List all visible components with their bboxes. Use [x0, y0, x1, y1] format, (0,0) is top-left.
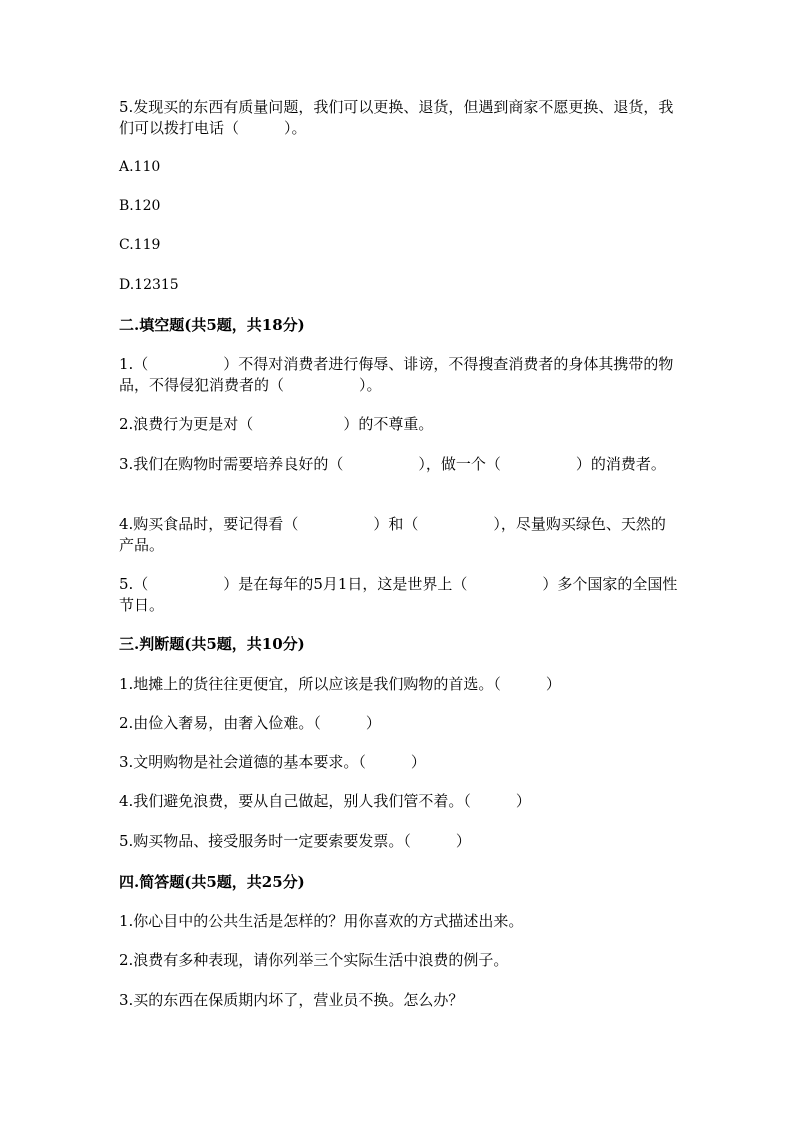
true-false-item-5: 5.购买物品、接受服务时一定要索要发票。（ ） — [119, 832, 471, 850]
short-answer-item-1: 1.你心目中的公共生活是怎样的？用你喜欢的方式描述出来。 — [119, 912, 524, 930]
fill-blank-item-1: 1.（ ）不得对消费者进行侮辱、诽谤，不得搜查消费者的身体其携带的物品，不得侵犯消费者的（ ）。 — [119, 355, 674, 394]
fill-blank-item-5: 5.（ ）是在每年的5月1日，这是世界上（ ）多个国家的全国性节日。 — [119, 575, 678, 614]
true-false-item-3: 3.文明购物是社会道德的基本要求。（ ） — [119, 753, 426, 771]
section-heading-fill-blank: 二.填空题(共5题，共18分) — [119, 316, 305, 334]
option-b: B.120 — [119, 198, 161, 214]
fill-blank-item-3: 3.我们在购物时需要培养良好的（ ），做一个（ ）的消费者。 — [119, 455, 666, 473]
fill-blank-item-4: 4.购买食品时，要记得看（ ）和（ ），尽量购买绿色、天然的产品。 — [119, 515, 666, 554]
section-heading-true-false: 三.判断题(共5题，共10分) — [119, 635, 305, 653]
true-false-item-4: 4.我们避免浪费，要从自己做起，别人我们管不着。（ ） — [119, 792, 531, 810]
section-heading-short-answer: 四.简答题(共5题，共25分) — [119, 873, 305, 891]
option-d: D.12315 — [119, 277, 179, 293]
short-answer-item-3: 3.买的东西在保质期内坏了，营业员不换。怎么办？ — [119, 991, 464, 1009]
short-answer-item-2: 2.浪费有多种表现，请你列举三个实际生活中浪费的例子。 — [119, 951, 509, 969]
question-mc-5: 5.发现买的东西有质量问题，我们可以更换、退货，但遇到商家不愿更换、退货，我们可以拨打电话（ ）。 — [119, 98, 674, 137]
option-a: A.110 — [119, 159, 161, 175]
true-false-item-1: 1.地摊上的货往往更便宜，所以应该是我们购物的首选。（ ） — [119, 675, 561, 693]
true-false-item-2: 2.由俭入奢易，由奢入俭难。（ ） — [119, 714, 381, 732]
fill-blank-item-2: 2.浪费行为更是对（ ）的不尊重。 — [119, 415, 434, 433]
option-c: C.119 — [119, 237, 161, 253]
